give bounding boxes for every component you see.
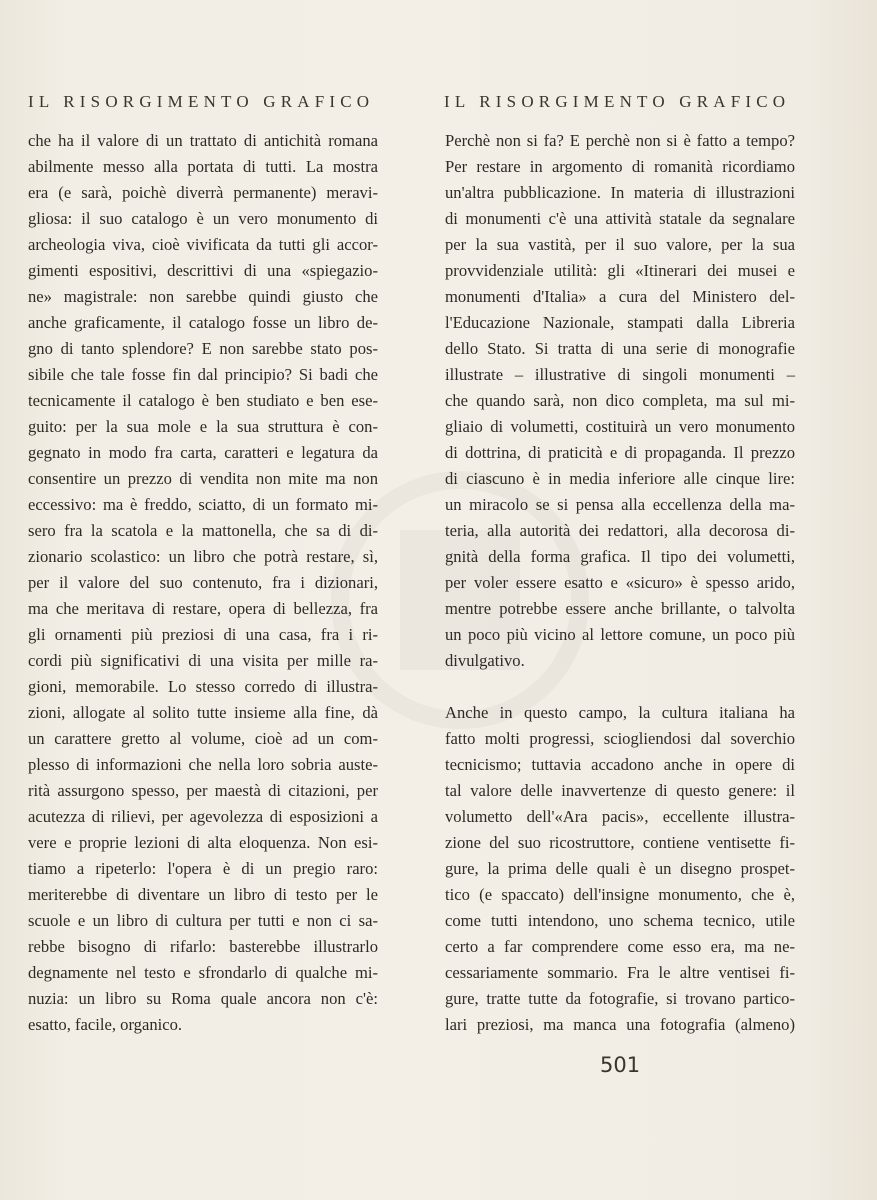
text-line: vere e proprie lezioni di alta eloquenza. Non esi- [28,833,378,852]
text-line: illustrate – illustrative di singoli monumenti – [445,365,795,384]
text-line: gliosa: il suo catalogo è un vero monumento di [28,209,378,228]
text-line: gegnato in modo fra carta, caratteri e legatura da [28,443,378,462]
text-line: ma che meritava di restare, opera di bellezza, fra [28,599,378,618]
text-line: mentre potrebbe essere anche brillante, o talvolta [445,599,795,618]
text-line: di monumenti c'è una attività statale da segnalare [445,209,795,228]
text-line: plesso di informazioni che nella loro sobria auste- [28,755,378,774]
text-line: meriterebbe di diventare un libro di testo per le [28,885,378,904]
text-line: rità assurgono spesso, per maestà di citazioni, per [28,781,378,800]
running-head-right: IL RISORGIMENTO GRAFICO [444,92,791,111]
text-line: per il valore del suo contenuto, fra i dizionari, [28,573,378,592]
running-head-left: IL RISORGIMENTO GRAFICO [28,92,375,111]
text-line: che ha il valore di un trattato di antichità romana [28,131,378,150]
text-line: guito: per la sua mole e la sua struttura è con- [28,417,378,436]
text-line: gimenti espositivi, descrittivi di una «spiegazio- [28,261,378,280]
paragraph-2 [445,700,795,1038]
text-line: Perchè non si fa? E perchè non si è fatto a tempo? [445,131,795,150]
text-line: consentire un prezzo di vendita non mite ma non [28,469,378,488]
text-line: sibile che tale fosse fin dal principio? Si badi che [28,365,378,384]
text-line: teria, alla autorità dei redattori, alla decorosa di- [445,521,795,540]
text-line: tico (e spaccato) dell'insigne monumento, che è, [445,885,795,904]
text-line: per voler essere esatto e «sicuro» è spesso arido, [445,573,795,592]
text-line: sero fra la scatola e la mattonella, che sa di di- [28,521,378,540]
text-line: gli ornamenti più preziosi di una casa, fra i ri- [28,625,378,644]
right-column [445,128,795,1038]
text-line: nuzia: un libro su Roma quale ancora non c'è: [28,989,378,1008]
text-line: l'Educazione Nazionale, stampati dalla Libreria [445,313,795,332]
text-line: gnità della forma grafica. Il tipo dei volumetti, [445,547,795,566]
text-line: gno di tanto splendore? E non sarebbe stato pos- [28,339,378,358]
text-line-last: divulgativo. [445,651,525,670]
text-line: certo a far comprendere come esso era, ma ne- [445,937,795,956]
text-line-last: esatto, facile, organico. [28,1015,183,1034]
text-line: di ciascuno è in media inferiore alle cinque lire: [445,469,795,488]
text-line: cordi più significativi di una visita per mille ra- [28,651,378,670]
paragraph-1 [445,128,795,674]
text-line: un carattere gretto al volume, cioè ad un com- [28,729,378,748]
text-line: tecnicismo; tuttavia accadono anche in opere di [445,755,795,774]
page-number: 501 [600,1053,641,1077]
paragraph-gap [445,674,795,700]
left-column [28,128,378,1038]
text-line: scuole e un libro di cultura per tutti e non ci sa- [28,911,378,930]
text-line: zionario scolastico: un libro che potrà restare, sì, [28,547,378,566]
text-line: provvidenziale utilità: gli «Itinerari dei musei e [445,261,795,280]
text-line: monumenti d'Italia» a cura del Ministero del- [445,287,795,306]
text-line: un'altra pubblicazione. In materia di illustrazioni [445,183,795,202]
text-line: fatto molti progressi, sciogliendosi dal soverchio [445,729,795,748]
text-line: Per restare in argomento di romanità ricordiamo [445,157,795,176]
text-line: che quando sarà, non dico completa, ma sul mi- [445,391,795,410]
text-line: cessariamente sommario. Fra le altre ventisei fi- [445,963,795,982]
text-line: eccessivo: ma è freddo, sciatto, di un formato mi- [28,495,378,514]
text-line: di dottrina, di praticità e di propaganda. Il prezzo [445,443,795,462]
text-line: tiamo a ripeterlo: l'opera è di un pregio raro: [28,859,378,878]
text-line: un miracolo se si pensa alla eccellenza della ma- [445,495,795,514]
text-line: un poco più vicino al lettore comune, un poco più [445,625,795,644]
text-line: tecnicamente il catalogo è ben studiato e ben ese- [28,391,378,410]
text-line: dello Stato. Si tratta di una serie di monografie [445,339,795,358]
text-line: anche graficamente, il catalogo fosse un libro de- [28,313,378,332]
text-line: lari preziosi, ma manca una fotografia (almeno) [445,1015,795,1034]
text-line: ne» magistrale: non sarebbe quindi giusto che [28,287,378,306]
text-line: come tutti intendono, uno schema tecnico, utile [445,911,795,930]
text-line: zione del suo ricostruttore, contiene ventisette fi- [445,833,795,852]
text-line: abilmente messo alla portata di tutti. La mostra [28,157,378,176]
text-line: degnamente nel testo e sfrondarlo di qualche mi- [28,963,378,982]
text-line: zioni, allogate al solito tutte insieme alla fine, dà [28,703,378,722]
text-line: archeologia viva, cioè vivificata da tutti gli accor- [28,235,378,254]
text-line: gliaio di volumetti, costituirà un vero monumento [445,417,795,436]
text-line: tal valore delle inavvertenze di questo genere: il [445,781,795,800]
text-line: gioni, memorabile. Lo stesso corredo di illustra- [28,677,378,696]
text-line: gure, la prima delle quali è un disegno prospet- [445,859,795,878]
text-line: volumetto dell'«Ara pacis», eccellente illustra- [445,807,795,826]
text-line: acutezza di rilievi, per agevolezza di esposizioni a [28,807,378,826]
text-line: per la sua vastità, per il suo valore, per la sua [445,235,795,254]
text-line: era (e sarà, poichè diverrà permanente) meravi- [28,183,378,202]
text-line: Anche in questo campo, la cultura italiana ha [445,703,795,722]
text-line: rebbe bisogno di rifarlo: basterebbe illustrarlo [28,937,378,956]
text-line: gure, tratte tutte da fotografie, si trovano partico- [445,989,795,1008]
